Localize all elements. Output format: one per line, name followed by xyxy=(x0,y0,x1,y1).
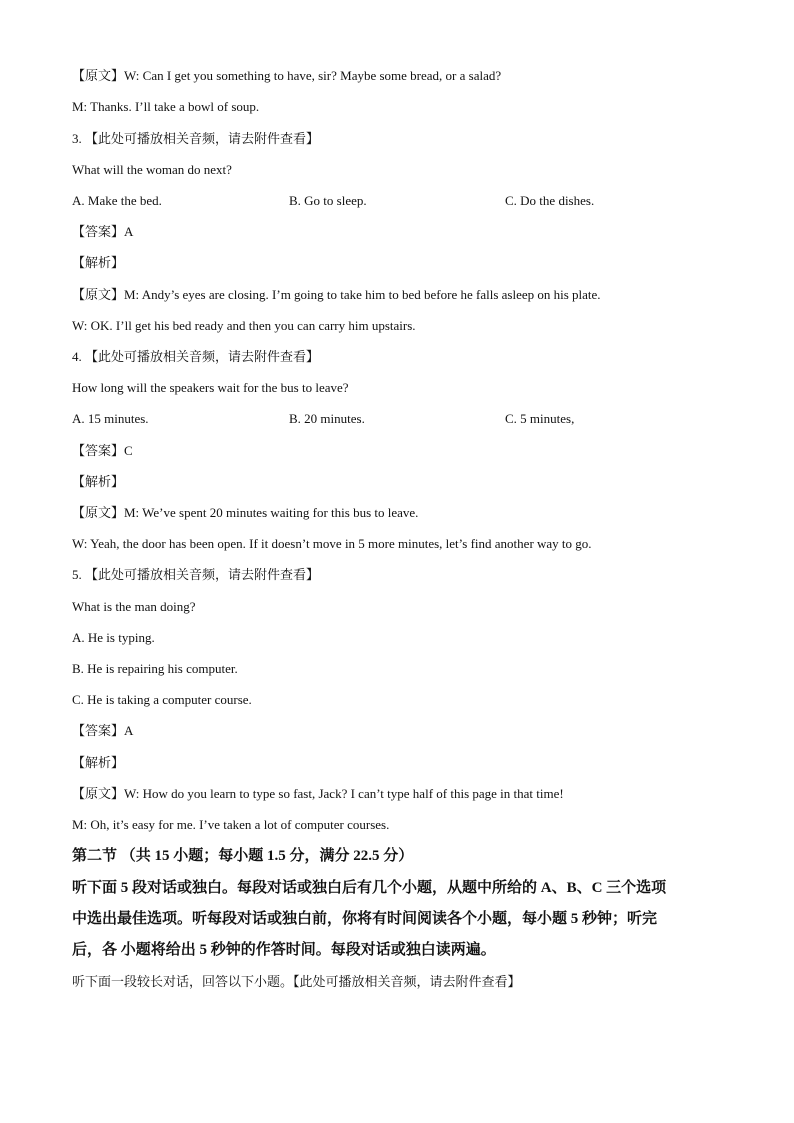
dialog-line: M: Thanks. I’ll take a bowl of soup. xyxy=(72,99,260,114)
question-4-answer: 【答案】C xyxy=(72,443,133,458)
question-5-original-2: M: Oh, it’s easy for me. I’ve taken a lot of computer courses. xyxy=(72,817,390,832)
question-4-option-a: A. 15 minutes. xyxy=(72,411,149,426)
section-2-title: 第二节 （共 15 小题；每小题 1.5 分，满分 22.5 分） xyxy=(72,848,414,864)
question-3-analysis: 【解析】 xyxy=(72,255,125,270)
section-2-instruction-2: 中选出最佳选项。听每段对话或独白前，你将有时间阅读各个小题，每小题 5 秒钟；听完 xyxy=(72,911,658,927)
question-4-original-2: W: Yeah, the door has been open. If it doesn’t move in 5 more minutes, let’s find another way to go. xyxy=(72,536,592,551)
question-3-original-1: 【原文】M: Andy’s eyes are closing. I’m going to take him to bed before he falls asleep on his plate. xyxy=(72,287,601,302)
long-dialog-instruction: 听下面一段较长对话，回答以下小题。【此处可播放相关音频，请去附件查看】 xyxy=(72,974,521,989)
question-3-option-a: A. Make the bed. xyxy=(72,193,162,208)
question-5-text: What is the man doing? xyxy=(72,599,196,614)
question-4-analysis: 【解析】 xyxy=(72,474,125,489)
question-3-option-c: C. Do the dishes. xyxy=(505,193,595,208)
question-4-header: 4. 【此处可播放相关音频，请去附件查看】 xyxy=(72,349,320,364)
question-5-original-1: 【原文】W: How do you learn to type so fast, Jack? I can’t type half of this page in that time! xyxy=(72,786,564,801)
question-3-original-2: W: OK. I’ll get his bed ready and then you can carry him upstairs. xyxy=(72,318,416,333)
section-2-instruction-1: 听下面 5 段对话或独白。每段对话或独白后有几个小题，从题中所给的 A、B、C 三个选项 xyxy=(72,880,667,896)
question-4-option-b: B. 20 minutes. xyxy=(289,411,365,426)
question-4-original-1: 【原文】M: We’ve spent 20 minutes waiting for this bus to leave. xyxy=(72,505,419,520)
question-4-text: How long will the speakers wait for the bus to leave? xyxy=(72,380,349,395)
question-3-text: What will the woman do next? xyxy=(72,162,232,177)
question-5-option-c: C. He is taking a computer course. xyxy=(72,692,252,707)
question-3-header: 3. 【此处可播放相关音频，请去附件查看】 xyxy=(72,131,320,146)
question-5-header: 5. 【此处可播放相关音频，请去附件查看】 xyxy=(72,567,320,582)
original-text-line: 【原文】W: Can I get you something to have, sir? Maybe some bread, or a salad? xyxy=(72,68,502,83)
question-3-option-b: B. Go to sleep. xyxy=(289,193,367,208)
section-2-instruction-3: 后，各 小题将给出 5 秒钟的作答时间。每段对话或独白读两遍。 xyxy=(72,942,496,958)
question-5-analysis: 【解析】 xyxy=(72,755,125,770)
question-5-option-a: A. He is typing. xyxy=(72,630,155,645)
question-4-option-c: C. 5 minutes, xyxy=(505,411,575,426)
question-3-answer: 【答案】A xyxy=(72,224,134,239)
question-5-answer: 【答案】A xyxy=(72,723,134,738)
question-5-option-b: B. He is repairing his computer. xyxy=(72,661,238,676)
